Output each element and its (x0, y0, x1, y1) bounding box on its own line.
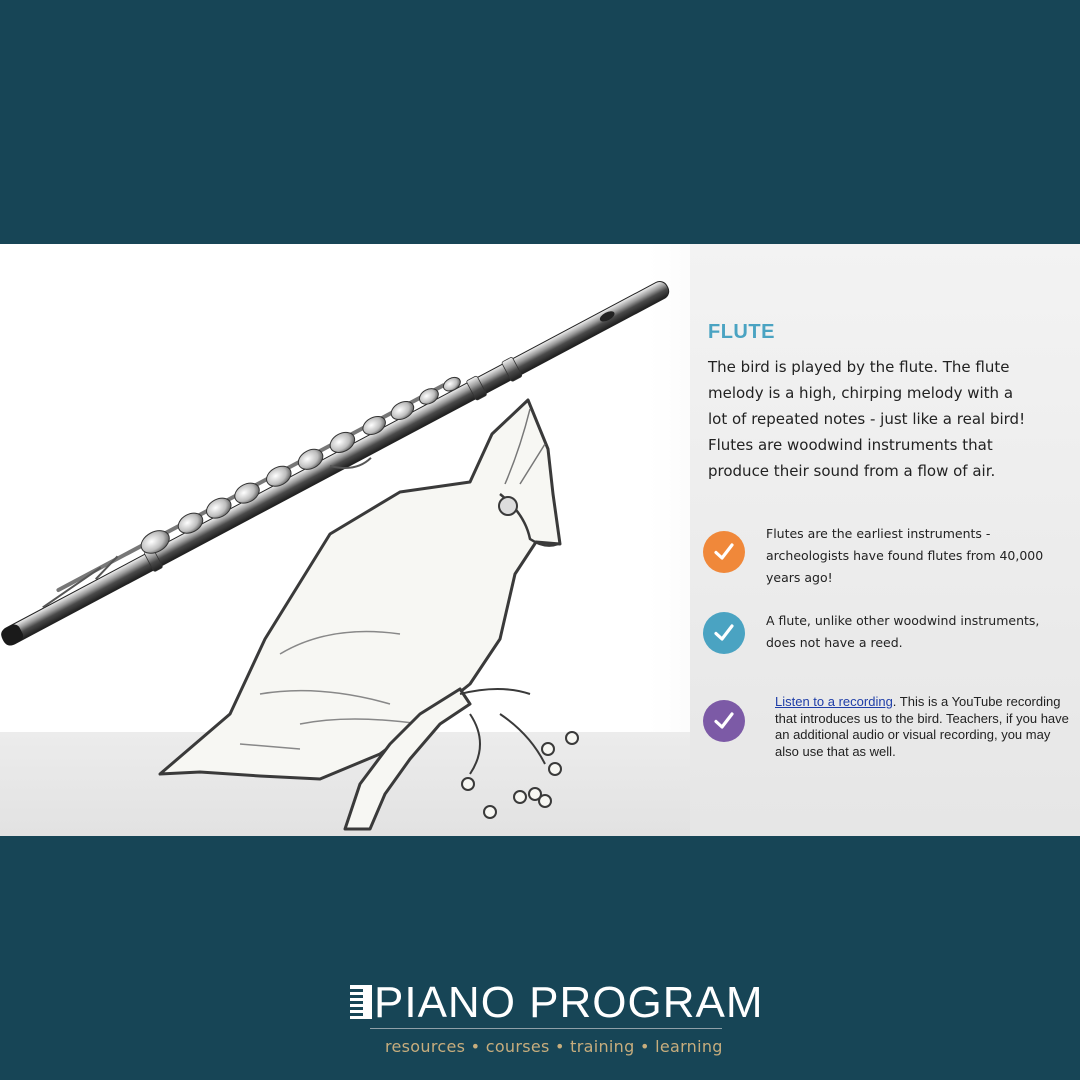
listen-recording-link[interactable]: Listen to a recording (775, 694, 893, 709)
fact-item-recording (703, 694, 1073, 760)
check-icon (703, 700, 745, 742)
cardinal-bird-drawing (160, 400, 578, 829)
piano-keys-icon (350, 985, 372, 1019)
recording-text (775, 694, 1073, 760)
fact-text: Flutes are the earliest instruments - archeologists have found flutes from 40,000 years ago! (766, 526, 1044, 585)
top-band (0, 0, 1080, 244)
piano-program-logo (350, 978, 764, 1068)
fact-item-earliest (703, 523, 1073, 589)
check-icon (703, 612, 745, 654)
slide-title: FLUTE (708, 321, 775, 343)
recording-description: . This is a YouTube recording that introduces us to the bird. Teachers, if you have an additional audio or visual recording, you may also use that as well. (775, 694, 1069, 759)
flute-and-bird-illustration (0, 244, 700, 836)
logo-tagline: resources • courses • training • learning (385, 1037, 723, 1056)
check-icon (703, 531, 745, 573)
fact-item-reed (703, 610, 1073, 654)
logo-wordmark: PIANO PROGRAM (374, 978, 764, 1027)
lesson-slide (0, 244, 1080, 836)
slide-intro-text: The bird is played by the flute. The flute melody is a high, chirping melody with a lot of repeated notes - just like a real bird! Flutes are woodwind instruments that produce their sound from a flow of air. (708, 358, 1026, 480)
fact-text: A flute, unlike other woodwind instruments, does not have a reed. (766, 613, 1040, 650)
logo-divider (370, 1028, 722, 1029)
